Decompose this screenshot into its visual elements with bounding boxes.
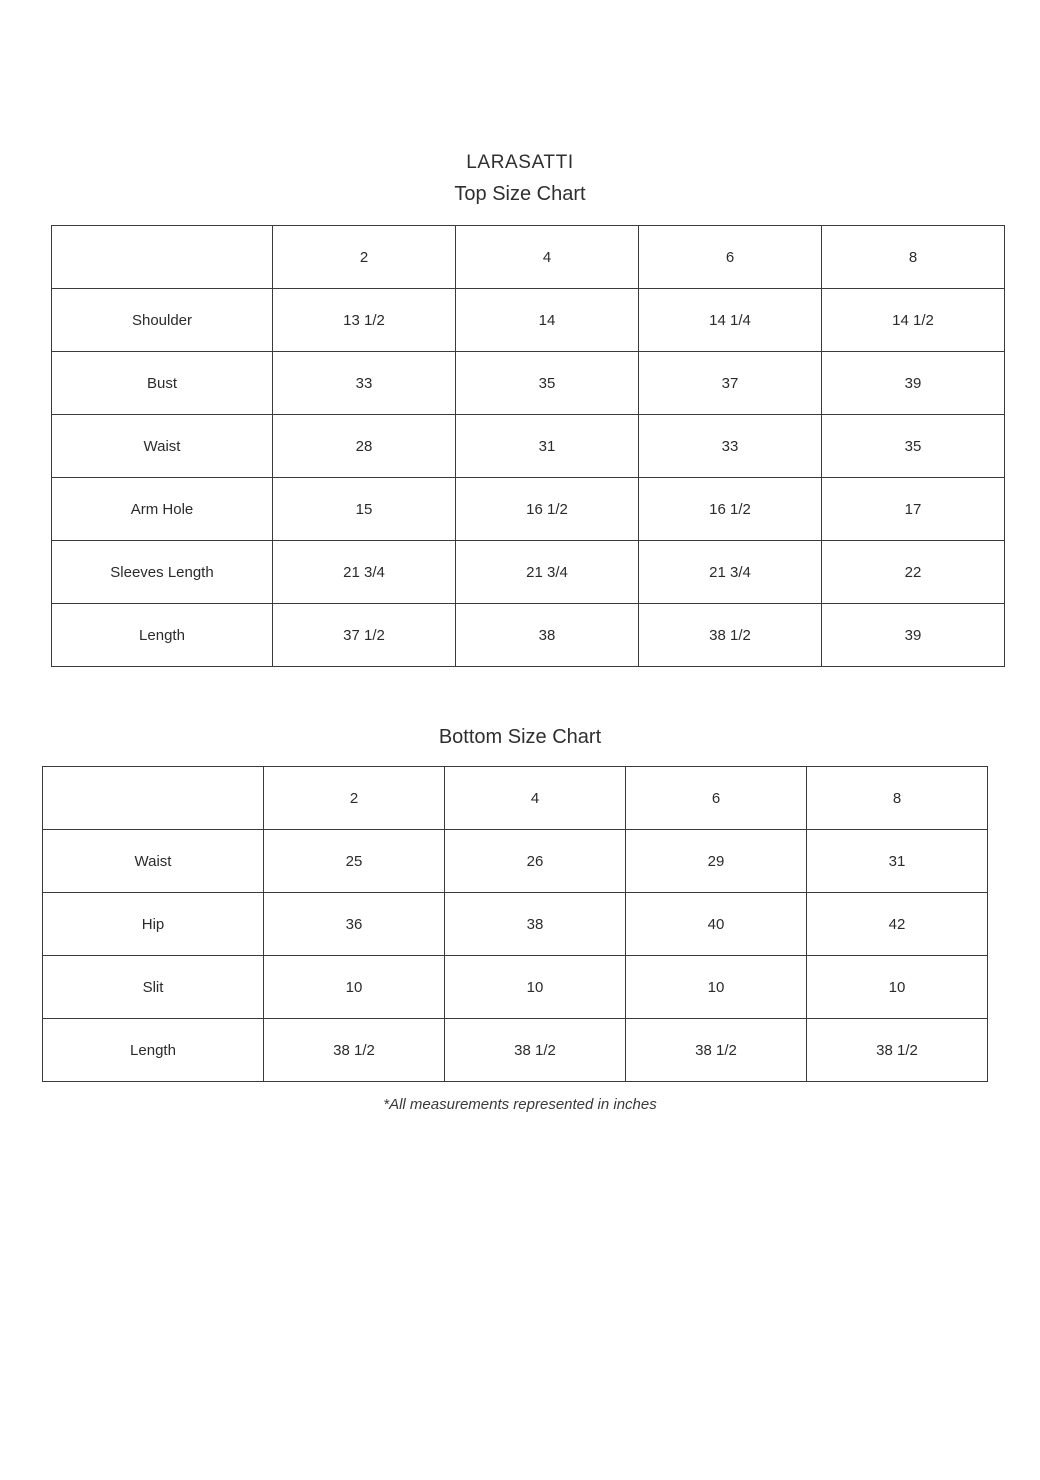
header-cell-blank <box>52 226 273 289</box>
row-value: 33 <box>639 415 822 478</box>
row-value: 33 <box>273 352 456 415</box>
row-value: 16 1/2 <box>639 478 822 541</box>
header-cell-size-4: 4 <box>445 767 626 830</box>
table-row <box>52 541 1005 604</box>
row-value: 35 <box>456 352 639 415</box>
header-cell-size-6: 6 <box>639 226 822 289</box>
row-value: 25 <box>264 830 445 893</box>
row-value: 10 <box>445 956 626 1019</box>
table-row <box>52 604 1005 667</box>
top-size-chart-table <box>51 225 1005 667</box>
row-label: Shoulder <box>52 289 273 352</box>
row-value: 39 <box>822 352 1005 415</box>
row-value: 22 <box>822 541 1005 604</box>
row-label: Hip <box>43 893 264 956</box>
row-value: 10 <box>807 956 988 1019</box>
header-cell-size-2: 2 <box>264 767 445 830</box>
row-value: 40 <box>626 893 807 956</box>
table-row <box>43 956 988 1019</box>
bottom-size-chart-title: Bottom Size Chart <box>438 726 602 748</box>
header-cell-size-4: 4 <box>456 226 639 289</box>
row-value: 17 <box>822 478 1005 541</box>
header-cell-size-6: 6 <box>626 767 807 830</box>
table-row <box>43 893 988 956</box>
table-row <box>52 478 1005 541</box>
row-value: 10 <box>264 956 445 1019</box>
row-value: 31 <box>807 830 988 893</box>
row-value: 29 <box>626 830 807 893</box>
table-row <box>52 352 1005 415</box>
measurement-footnote: *All measurements represented in inches <box>383 1096 657 1113</box>
row-value: 38 1/2 <box>807 1019 988 1082</box>
row-label: Length <box>52 604 273 667</box>
row-value: 10 <box>626 956 807 1019</box>
row-value: 38 1/2 <box>264 1019 445 1082</box>
table-row <box>52 415 1005 478</box>
top-size-chart-title: Top Size Chart <box>454 183 586 205</box>
bottom-size-chart-table <box>42 766 988 1082</box>
table-row <box>43 1019 988 1082</box>
row-label: Waist <box>52 415 273 478</box>
row-value: 37 1/2 <box>273 604 456 667</box>
row-value: 26 <box>445 830 626 893</box>
header-cell-size-2: 2 <box>273 226 456 289</box>
row-value: 14 1/2 <box>822 289 1005 352</box>
row-value: 42 <box>807 893 988 956</box>
row-value: 38 <box>456 604 639 667</box>
row-label: Bust <box>52 352 273 415</box>
row-value: 14 <box>456 289 639 352</box>
table-row <box>52 289 1005 352</box>
row-value: 21 3/4 <box>639 541 822 604</box>
table-header-row <box>52 226 1005 289</box>
row-value: 38 1/2 <box>626 1019 807 1082</box>
row-value: 35 <box>822 415 1005 478</box>
header-cell-blank <box>43 767 264 830</box>
row-label: Arm Hole <box>52 478 273 541</box>
row-value: 38 1/2 <box>445 1019 626 1082</box>
table-header-row <box>43 767 988 830</box>
row-value: 13 1/2 <box>273 289 456 352</box>
row-label: Waist <box>43 830 264 893</box>
row-label: Length <box>43 1019 264 1082</box>
row-value: 16 1/2 <box>456 478 639 541</box>
row-value: 38 1/2 <box>639 604 822 667</box>
row-value: 31 <box>456 415 639 478</box>
header-cell-size-8: 8 <box>807 767 988 830</box>
table-row <box>43 830 988 893</box>
row-value: 36 <box>264 893 445 956</box>
row-value: 39 <box>822 604 1005 667</box>
row-value: 28 <box>273 415 456 478</box>
row-value: 21 3/4 <box>273 541 456 604</box>
row-value: 38 <box>445 893 626 956</box>
row-value: 21 3/4 <box>456 541 639 604</box>
brand-name: LARASATTI <box>466 152 574 173</box>
row-label: Sleeves Length <box>52 541 273 604</box>
row-value: 37 <box>639 352 822 415</box>
row-value: 15 <box>273 478 456 541</box>
row-value: 14 1/4 <box>639 289 822 352</box>
header-cell-size-8: 8 <box>822 226 1005 289</box>
row-label: Slit <box>43 956 264 1019</box>
